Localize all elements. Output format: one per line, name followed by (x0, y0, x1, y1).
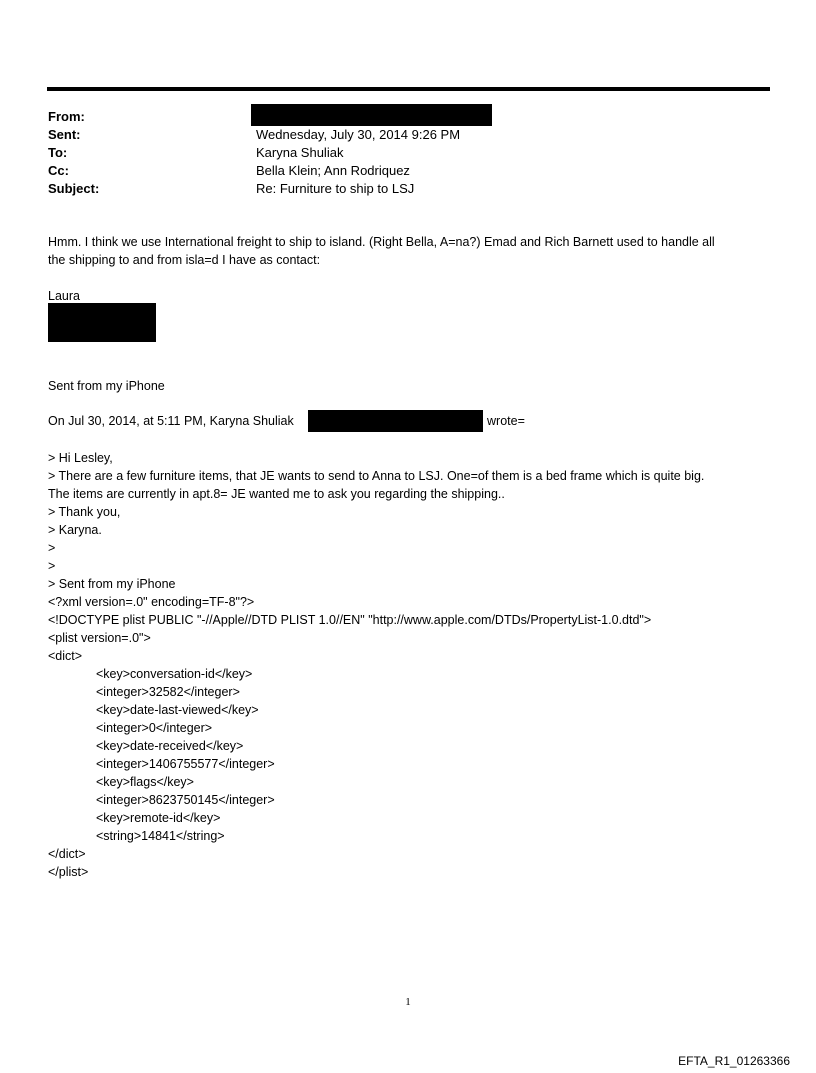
xml-closing-line: </plist> (48, 865, 89, 879)
quote-line: > (48, 559, 56, 573)
xml-line: <?xml version=.0" encoding=TF-8"?> (48, 595, 255, 609)
from-label: From: (48, 109, 85, 124)
quote-line: > There are a few furniture items, that JE wants to send to Anna to LSJ. One=of them is a bed frame which is quite big. (48, 469, 705, 483)
document-id: EFTA_R1_01263366 (678, 1054, 790, 1068)
quote-line: The items are currently in apt.8= JE wanted me to ask you regarding the shipping.. (48, 487, 505, 501)
xml-indented-line: <integer>1406755577</integer> (96, 757, 275, 771)
redaction-box (251, 104, 492, 126)
quote-line: > Karyna. (48, 523, 102, 537)
xml-indented-line: <key>date-received</key> (96, 739, 244, 753)
xml-indented-line: <key>flags</key> (96, 775, 194, 789)
quote-line: > Sent from my iPhone (48, 577, 176, 591)
quote-intro-suffix: wrote= (487, 414, 525, 428)
xml-indented-line: <key>remote-id</key> (96, 811, 221, 825)
subject-label: Subject: (48, 181, 100, 196)
sent-value: Wednesday, July 30, 2014 9:26 PM (256, 127, 461, 142)
xml-line: <plist version=.0"> (48, 631, 151, 645)
cc-value: Bella Klein; Ann Rodriquez (256, 163, 410, 178)
sent-label: Sent: (48, 127, 81, 142)
to-label: To: (48, 145, 68, 160)
sent-from-signature: Sent from my iPhone (48, 379, 165, 393)
xml-indented-line: <string>14841</string> (96, 829, 225, 843)
quote-intro-prefix: On Jul 30, 2014, at 5:11 PM, Karyna Shuliak (48, 414, 294, 428)
xml-closing-line: </dict> (48, 847, 86, 861)
quote-line: > (48, 541, 56, 555)
xml-line: <!DOCTYPE plist PUBLIC "-//Apple//DTD PLIST 1.0//EN" "http://www.apple.com/DTDs/PropertyList-1.0.dtd"> (48, 613, 652, 627)
subject-value: Re: Furniture to ship to LSJ (256, 181, 415, 196)
xml-line: <dict> (48, 649, 83, 663)
xml-indented-line: <key>conversation-id</key> (96, 667, 253, 681)
body-paragraph-line: the shipping to and from isla=d I have as contact: (48, 253, 321, 267)
quote-intro (48, 412, 294, 430)
xml-indented-line: <key>date-last-viewed</key> (96, 703, 259, 717)
xml-indented-line: <integer>32582</integer> (96, 685, 240, 699)
header-rule (47, 87, 770, 91)
contact-name: Laura (48, 289, 80, 303)
to-value: Karyna Shuliak (256, 145, 344, 160)
body-paragraph-line: Hmm. I think we use International freight to ship to island. (Right Bella, A=na?) Emad and Rich Barnett used to handle all (48, 235, 715, 249)
xml-indented-line: <integer>0</integer> (96, 721, 213, 735)
quote-line: > Hi Lesley, (48, 451, 113, 465)
redaction-box (308, 410, 483, 432)
page-number: 1 (405, 996, 411, 1008)
redaction-box (48, 303, 156, 342)
quote-line: > Thank you, (48, 505, 121, 519)
cc-label: Cc: (48, 163, 69, 178)
xml-indented-line: <integer>8623750145</integer> (96, 793, 275, 807)
